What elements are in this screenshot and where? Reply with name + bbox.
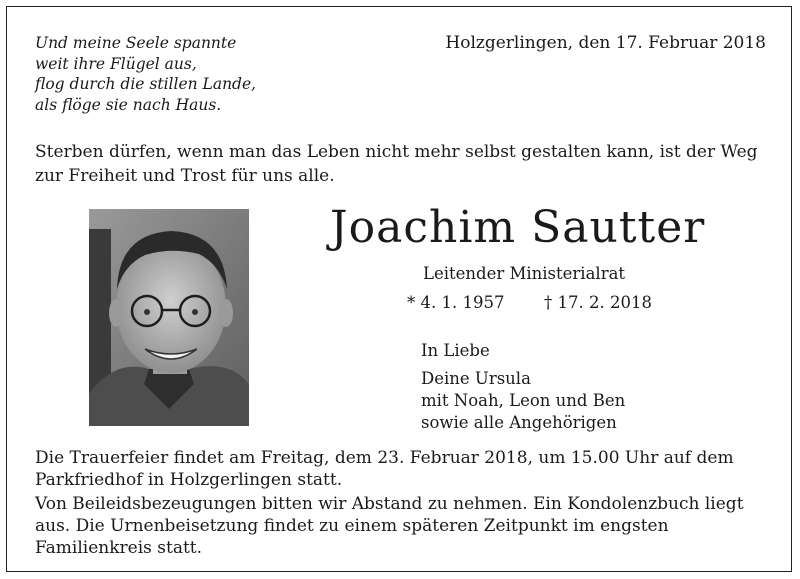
death-date: † 17. 2. 2018 [544, 293, 652, 312]
mourner-line: sowie alle Angehörigen [421, 413, 617, 432]
poem-line: Und meine Seele spannte [35, 34, 237, 52]
poem [35, 33, 256, 115]
deceased-name: Joachim Sautter [330, 202, 706, 253]
birth-date: * 4. 1. 1957 [407, 293, 505, 312]
deceased-title: Leitender Ministerialrat [423, 264, 626, 283]
dateline: Holzgerlingen, den 17. Februar 2018 [445, 33, 766, 53]
motto-text: Sterben dürfen, wenn man das Leben nicht mehr selbst gestalten kann, ist der Weg zur Freiheit und Trost für uns alle. [35, 142, 758, 186]
condolences-text: Von Beileidsbezeugungen bitten wir Abstand zu nehmen. Ein Kondolenzbuch liegt aus. Die Urnenbeisetzung findet zu einem späteren Zeitpunkt im engsten Familienkreis statt. [35, 494, 744, 558]
mourners-intro: In Liebe [421, 341, 490, 360]
mourner-line: mit Noah, Leon und Ben [421, 391, 626, 410]
portrait-photo [89, 209, 249, 426]
poem-line: weit ihre Flügel aus, [35, 54, 197, 73]
poem-line: als flöge sie nach Haus. [35, 95, 222, 114]
poem-line: flog durch die stillen Lande, [35, 75, 257, 93]
mourner-line: Deine Ursula [421, 369, 531, 388]
service-info [35, 447, 775, 559]
funeral-text: Die Trauerfeier findet am Freitag, dem 23. Februar 2018, um 15.00 Uhr auf dem Parkfriedhof in Holzgerlingen statt. [35, 448, 734, 490]
portrait-image [89, 209, 249, 426]
mourners-block [421, 340, 625, 434]
